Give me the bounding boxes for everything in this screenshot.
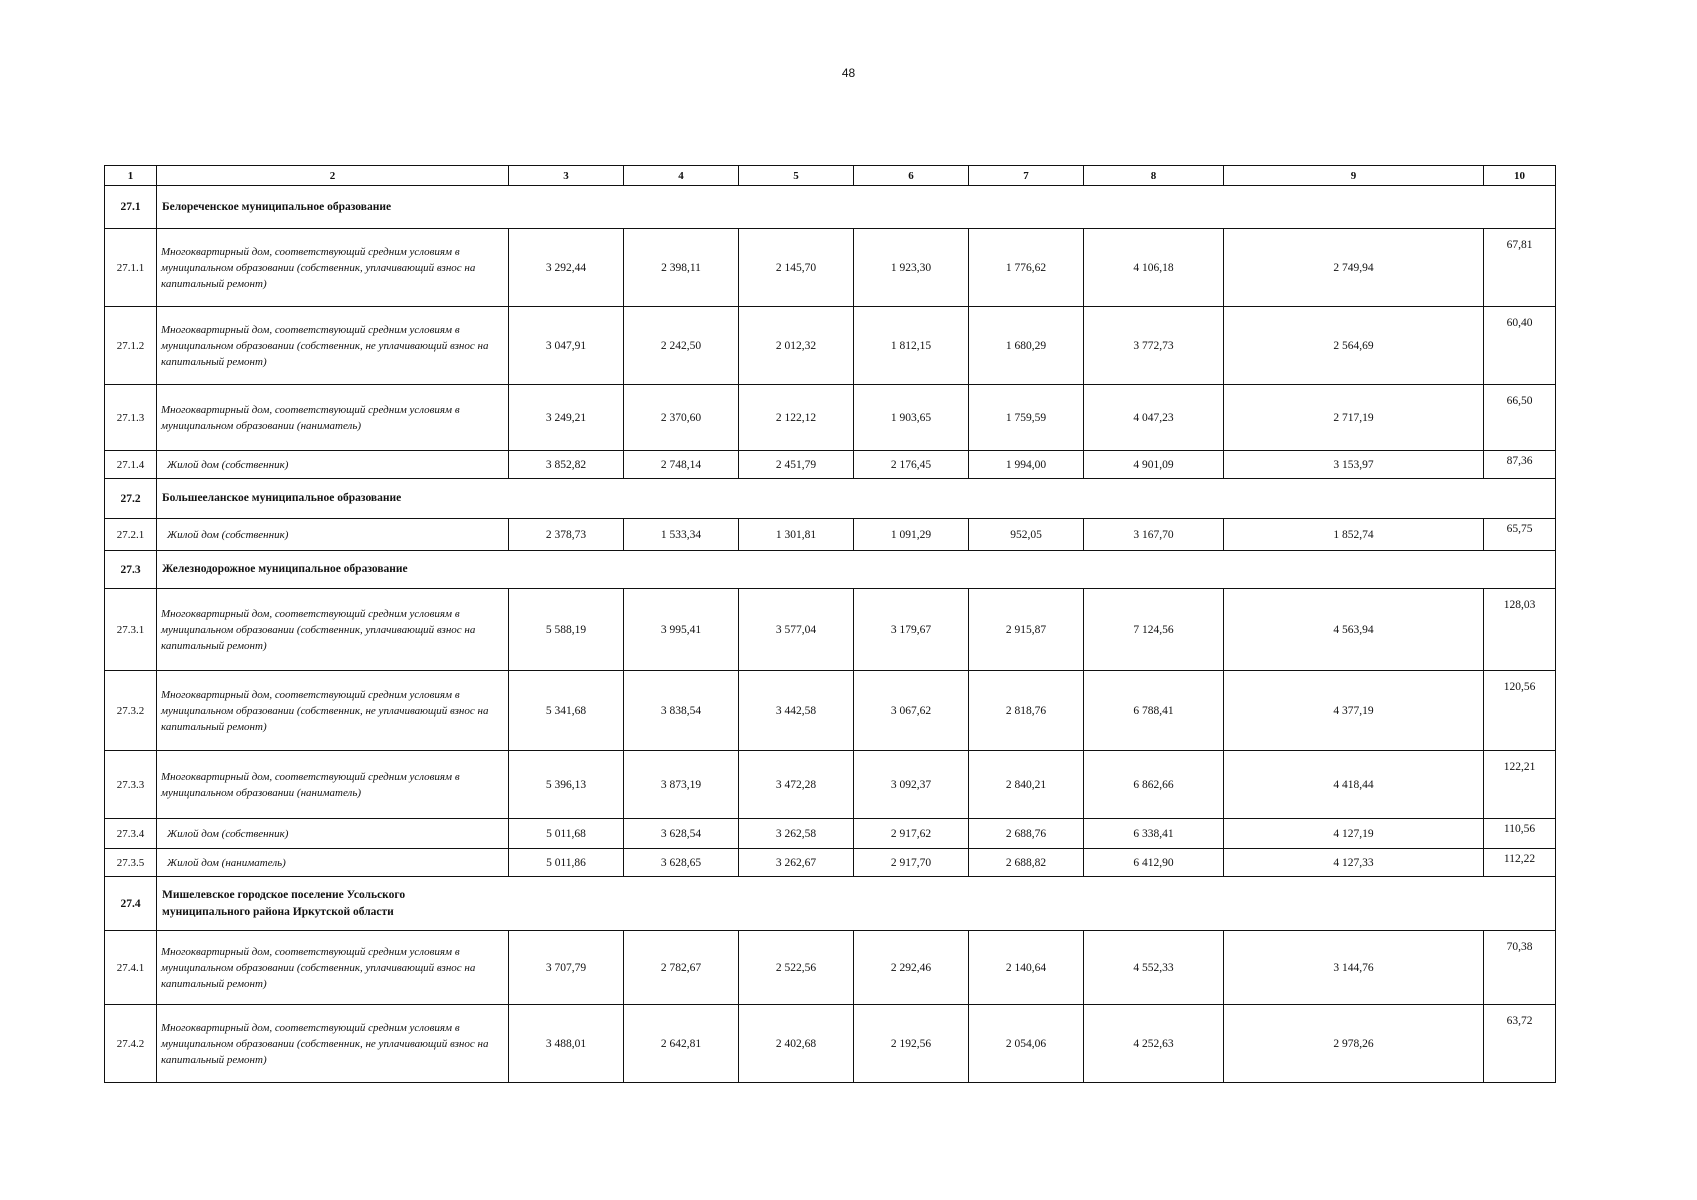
cell-value: 2 451,79 xyxy=(739,451,854,479)
cell-value: 63,72 xyxy=(1484,1005,1556,1083)
cell-value: 2 917,70 xyxy=(854,849,969,877)
cell-value: 2 915,87 xyxy=(969,589,1084,671)
section-code: 27.3 xyxy=(105,551,157,589)
cell-value: 2 564,69 xyxy=(1224,307,1484,385)
cell-value: 110,56 xyxy=(1484,819,1556,849)
cell-value: 2 140,64 xyxy=(969,931,1084,1005)
cell-value: 3 067,62 xyxy=(854,671,969,751)
row-code: 27.1.4 xyxy=(105,451,157,479)
section-row xyxy=(105,877,1556,931)
cell-value: 4 127,33 xyxy=(1224,849,1484,877)
cell-value: 66,50 xyxy=(1484,385,1556,451)
section-row xyxy=(105,551,1556,589)
row-description: Жилой дом (наниматель) xyxy=(157,849,509,877)
section-row xyxy=(105,479,1556,519)
cell-value: 1 680,29 xyxy=(969,307,1084,385)
column-header: 8 xyxy=(1084,166,1224,186)
cell-value: 7 124,56 xyxy=(1084,589,1224,671)
cell-value: 2 748,14 xyxy=(624,451,739,479)
column-header: 10 xyxy=(1484,166,1556,186)
row-description: Многоквартирный дом, соответствующий средним условиям в муниципальном образовании (собственник, не уплачивающий взнос на капитальный ремонт) xyxy=(157,1005,509,1083)
cell-value: 2 378,73 xyxy=(509,519,624,551)
cell-value: 2 242,50 xyxy=(624,307,739,385)
cell-value: 2 402,68 xyxy=(739,1005,854,1083)
row-description: Многоквартирный дом, соответствующий средним условиям в муниципальном образовании (собственник, не уплачивающий взнос на капитальный ремонт) xyxy=(157,671,509,751)
section-row xyxy=(105,186,1556,229)
cell-value: 4 552,33 xyxy=(1084,931,1224,1005)
column-header: 7 xyxy=(969,166,1084,186)
table-row xyxy=(105,385,1556,451)
cell-value: 3 047,91 xyxy=(509,307,624,385)
cell-value: 3 628,54 xyxy=(624,819,739,849)
table-row xyxy=(105,229,1556,307)
section-code: 27.1 xyxy=(105,186,157,229)
cell-value: 70,38 xyxy=(1484,931,1556,1005)
cell-value: 120,56 xyxy=(1484,671,1556,751)
row-code: 27.1.3 xyxy=(105,385,157,451)
cell-value: 4 377,19 xyxy=(1224,671,1484,751)
column-header: 9 xyxy=(1224,166,1484,186)
table-row xyxy=(105,307,1556,385)
cell-value: 2 818,76 xyxy=(969,671,1084,751)
cell-value: 128,03 xyxy=(1484,589,1556,671)
row-code: 27.4.1 xyxy=(105,931,157,1005)
cell-value: 4 418,44 xyxy=(1224,751,1484,819)
cell-value: 2 292,46 xyxy=(854,931,969,1005)
cell-value: 3 442,58 xyxy=(739,671,854,751)
cell-value: 5 011,86 xyxy=(509,849,624,877)
cell-value: 2 012,32 xyxy=(739,307,854,385)
cell-value: 87,36 xyxy=(1484,451,1556,479)
row-code: 27.3.3 xyxy=(105,751,157,819)
section-title-text: Мишелевское городское поселение Усольского муниципального района Иркутской области xyxy=(162,888,406,918)
cell-value: 2 688,76 xyxy=(969,819,1084,849)
cell-value: 3 488,01 xyxy=(509,1005,624,1083)
cell-value: 3 852,82 xyxy=(509,451,624,479)
cell-value: 6 862,66 xyxy=(1084,751,1224,819)
cell-value: 3 292,44 xyxy=(509,229,624,307)
row-code: 27.1.2 xyxy=(105,307,157,385)
cell-value: 3 153,97 xyxy=(1224,451,1484,479)
cell-value: 6 788,41 xyxy=(1084,671,1224,751)
table-row xyxy=(105,931,1556,1005)
cell-value: 4 127,19 xyxy=(1224,819,1484,849)
cell-value: 1 903,65 xyxy=(854,385,969,451)
cell-value: 2 978,26 xyxy=(1224,1005,1484,1083)
table-row xyxy=(105,519,1556,551)
cell-value: 3 995,41 xyxy=(624,589,739,671)
row-description: Многоквартирный дом, соответствующий средним условиям в муниципальном образовании (собственник, уплачивающий взнос на капитальный ремонт) xyxy=(157,589,509,671)
cell-value: 1 994,00 xyxy=(969,451,1084,479)
column-header: 1 xyxy=(105,166,157,186)
cell-value: 3 707,79 xyxy=(509,931,624,1005)
cell-value: 4 252,63 xyxy=(1084,1005,1224,1083)
cell-value: 6 412,90 xyxy=(1084,849,1224,877)
cell-value: 2 192,56 xyxy=(854,1005,969,1083)
tariff-table xyxy=(104,165,1556,1083)
cell-value: 2 782,67 xyxy=(624,931,739,1005)
cell-value: 4 901,09 xyxy=(1084,451,1224,479)
cell-value: 952,05 xyxy=(969,519,1084,551)
section-title: Большееланское муниципальное образование xyxy=(157,479,1556,519)
cell-value: 1 533,34 xyxy=(624,519,739,551)
cell-value: 2 054,06 xyxy=(969,1005,1084,1083)
row-code: 27.4.2 xyxy=(105,1005,157,1083)
cell-value: 5 341,68 xyxy=(509,671,624,751)
cell-value: 122,21 xyxy=(1484,751,1556,819)
cell-value: 2 917,62 xyxy=(854,819,969,849)
cell-value: 3 838,54 xyxy=(624,671,739,751)
cell-value: 3 628,65 xyxy=(624,849,739,877)
cell-value: 2 122,12 xyxy=(739,385,854,451)
cell-value: 3 577,04 xyxy=(739,589,854,671)
cell-value: 3 472,28 xyxy=(739,751,854,819)
cell-value: 3 144,76 xyxy=(1224,931,1484,1005)
column-header: 4 xyxy=(624,166,739,186)
header-row xyxy=(105,166,1556,186)
cell-value: 2 176,45 xyxy=(854,451,969,479)
cell-value: 3 772,73 xyxy=(1084,307,1224,385)
cell-value: 3 179,67 xyxy=(854,589,969,671)
cell-value: 5 396,13 xyxy=(509,751,624,819)
cell-value: 2 145,70 xyxy=(739,229,854,307)
section-code: 27.4 xyxy=(105,877,157,931)
cell-value: 67,81 xyxy=(1484,229,1556,307)
column-header: 2 xyxy=(157,166,509,186)
cell-value: 60,40 xyxy=(1484,307,1556,385)
section-title: Белореченское муниципальное образование xyxy=(157,186,1556,229)
page-number: 48 xyxy=(841,66,856,80)
cell-value: 3 167,70 xyxy=(1084,519,1224,551)
table-row xyxy=(105,819,1556,849)
row-description: Жилой дом (собственник) xyxy=(157,819,509,849)
cell-value: 4 047,23 xyxy=(1084,385,1224,451)
row-description: Многоквартирный дом, соответствующий средним условиям в муниципальном образовании (собственник, не уплачивающий взнос на капитальный ремонт) xyxy=(157,307,509,385)
cell-value: 2 749,94 xyxy=(1224,229,1484,307)
section-title: Железнодорожное муниципальное образование xyxy=(157,551,1556,589)
section-title xyxy=(157,877,1556,931)
table-row xyxy=(105,451,1556,479)
row-description: Многоквартирный дом, соответствующий средним условиям в муниципальном образовании (наниматель) xyxy=(157,751,509,819)
table-row xyxy=(105,849,1556,877)
cell-value: 5 011,68 xyxy=(509,819,624,849)
cell-value: 65,75 xyxy=(1484,519,1556,551)
cell-value: 1 812,15 xyxy=(854,307,969,385)
row-description: Многоквартирный дом, соответствующий средним условиям в муниципальном образовании (собственник, уплачивающий взнос на капитальный ремонт) xyxy=(157,229,509,307)
column-header: 3 xyxy=(509,166,624,186)
table-row xyxy=(105,671,1556,751)
cell-value: 2 717,19 xyxy=(1224,385,1484,451)
cell-value: 2 370,60 xyxy=(624,385,739,451)
column-header: 6 xyxy=(854,166,969,186)
cell-value: 4 106,18 xyxy=(1084,229,1224,307)
cell-value: 3 262,58 xyxy=(739,819,854,849)
cell-value: 2 840,21 xyxy=(969,751,1084,819)
row-code: 27.3.2 xyxy=(105,671,157,751)
cell-value: 4 563,94 xyxy=(1224,589,1484,671)
cell-value: 2 688,82 xyxy=(969,849,1084,877)
table-row xyxy=(105,751,1556,819)
cell-value: 3 092,37 xyxy=(854,751,969,819)
cell-value: 1 852,74 xyxy=(1224,519,1484,551)
section-code: 27.2 xyxy=(105,479,157,519)
cell-value: 112,22 xyxy=(1484,849,1556,877)
row-code: 27.1.1 xyxy=(105,229,157,307)
cell-value: 3 249,21 xyxy=(509,385,624,451)
row-code: 27.3.4 xyxy=(105,819,157,849)
cell-value: 1 301,81 xyxy=(739,519,854,551)
cell-value: 2 642,81 xyxy=(624,1005,739,1083)
cell-value: 1 776,62 xyxy=(969,229,1084,307)
row-description: Многоквартирный дом, соответствующий средним условиям в муниципальном образовании (собственник, уплачивающий взнос на капитальный ремонт) xyxy=(157,931,509,1005)
row-code: 27.2.1 xyxy=(105,519,157,551)
table-row xyxy=(105,1005,1556,1083)
row-description: Жилой дом (собственник) xyxy=(157,451,509,479)
cell-value: 2 398,11 xyxy=(624,229,739,307)
cell-value: 3 873,19 xyxy=(624,751,739,819)
cell-value: 2 522,56 xyxy=(739,931,854,1005)
cell-value: 1 091,29 xyxy=(854,519,969,551)
table-row xyxy=(105,589,1556,671)
cell-value: 1 759,59 xyxy=(969,385,1084,451)
cell-value: 6 338,41 xyxy=(1084,819,1224,849)
cell-value: 3 262,67 xyxy=(739,849,854,877)
row-description: Многоквартирный дом, соответствующий средним условиям в муниципальном образовании (наниматель) xyxy=(157,385,509,451)
cell-value: 1 923,30 xyxy=(854,229,969,307)
column-header: 5 xyxy=(739,166,854,186)
row-code: 27.3.5 xyxy=(105,849,157,877)
row-code: 27.3.1 xyxy=(105,589,157,671)
cell-value: 5 588,19 xyxy=(509,589,624,671)
row-description: Жилой дом (собственник) xyxy=(157,519,509,551)
